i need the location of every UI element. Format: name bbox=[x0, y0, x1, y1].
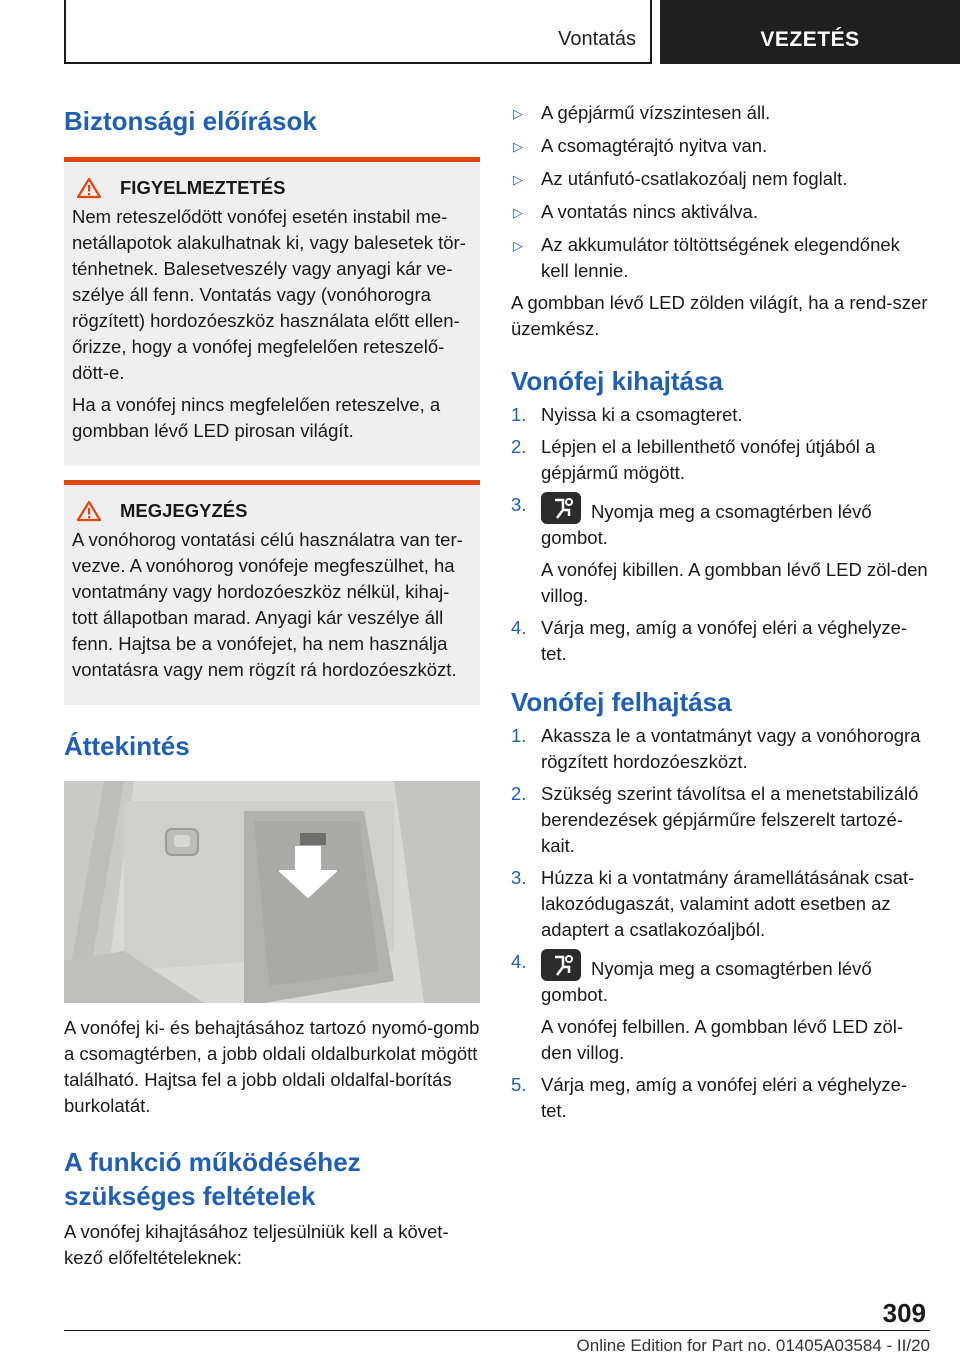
overview-title: Áttekintés bbox=[64, 731, 190, 761]
triangle-bullet-icon: ▷ bbox=[513, 139, 523, 154]
retract-steps bbox=[511, 723, 931, 1124]
warning-triangle-icon bbox=[74, 176, 104, 200]
page-number: 309 bbox=[882, 1298, 926, 1328]
header-bottom-rule bbox=[64, 62, 650, 64]
retract-title: Vonófej felhajtása bbox=[511, 687, 732, 717]
triangle-bullet-icon: ▷ bbox=[513, 238, 523, 253]
warning-led-text: Ha a vonófej nincs megfelelően reteszelve, a gombban lévő LED pirosan világít. bbox=[72, 394, 441, 441]
list-item: 4. Nyomja meg a csomagtérben lévő gombot. A vonófej felbillen. A gombban lévő LED zöl-den villog. bbox=[511, 951, 904, 1063]
left-column bbox=[64, 100, 480, 1271]
note-heading: MEGJEGYZÉS bbox=[120, 500, 248, 521]
list-item: 4. Várja meg, amíg a vonófej eléri a véghelyze-tet. bbox=[511, 617, 908, 664]
list-item: 1. Nyissa ki a csomagteret. bbox=[511, 404, 743, 425]
note-text: A vonóhorog vontatási célú használatra van ter-vezve. A vonóhorog vonófeje megfeszülhet, ha vontatmány vagy hordozóeszköz nélkül, kihaj-tott állapotban marad. Anyagi kár veszélye áll fenn. Hajtsa be a vonófejet, ha nem használja vontatásra vagy nem rögzít rá hordozóeszközt. bbox=[72, 529, 463, 680]
tow-hitch-button-icon bbox=[541, 492, 581, 524]
triangle-bullet-icon: ▷ bbox=[513, 205, 523, 220]
prerequisites-text: A vonófej kihajtásához teljesülniük kell a követ-kező előfeltételeknek: bbox=[64, 1221, 449, 1268]
note-heading-row bbox=[72, 499, 472, 523]
conditions-list bbox=[511, 100, 931, 284]
list-item: 2. Lépjen el a lebillenthető vonófej útjából a gépjármű mögött. bbox=[511, 436, 876, 483]
deploy-title: Vonófej kihajtása bbox=[511, 366, 723, 396]
warning-heading-row bbox=[72, 176, 472, 200]
list-item: 5. Várja meg, amíg a vonófej eléri a véghelyze-tet. bbox=[511, 1074, 908, 1121]
list-item: ▷ A csomagtérajtó nyitva van. bbox=[511, 133, 931, 160]
prerequisites-title: A funkció működéséhez szükséges feltételek bbox=[64, 1147, 361, 1211]
list-item: 1. Akassza le a vontatmányt vagy a vonóhorogra rögzített hordozóeszközt. bbox=[511, 725, 921, 772]
list-item: 3. Nyomja meg a csomagtérben lévő gombot. A vonófej kibillen. A gombban lévő LED zöl-den villog. bbox=[511, 494, 928, 606]
edition-footer: Online Edition for Part no. 01405A03584 - II/20 bbox=[576, 1336, 930, 1355]
header-left-rule bbox=[64, 0, 66, 64]
list-item: ▷ Az utánfutó-csatlakozóalj nem foglalt. bbox=[511, 166, 931, 193]
triangle-bullet-icon: ▷ bbox=[513, 172, 523, 187]
warning-text: Nem reteszelődött vonófej esetén instabil me-netállapotok alakulhatnak ki, vagy balesetek tör-ténhetnek. Balesetveszély vagy anyagi kár ve-szélye áll fenn. Vontatás vagy (vonóhorogra rögzített) hordozóeszköz használata előtt ellen-őrizze, hogy a vonófej megfelelően reteszelő-dött-e. bbox=[72, 206, 466, 383]
list-item: ▷ A gépjármű vízszintesen áll. bbox=[511, 100, 931, 127]
chapter-tab: VEZETÉS bbox=[660, 0, 960, 64]
deploy-steps bbox=[511, 402, 931, 667]
section-title: Vontatás bbox=[558, 28, 636, 50]
luggage-compartment-photo bbox=[64, 781, 480, 1003]
list-item: ▷ Az akkumulátor töltöttségének elegendőnek kell lennie. bbox=[511, 232, 931, 284]
led-status-text: A gombban lévő LED zölden világít, ha a rend-szer üzemkész. bbox=[511, 292, 928, 339]
right-column bbox=[511, 100, 931, 1130]
header-divider bbox=[650, 0, 660, 64]
caution-triangle-icon bbox=[74, 499, 104, 523]
safety-title: Biztonsági előírások bbox=[64, 106, 317, 136]
warning-box bbox=[64, 162, 480, 466]
overview-caption: A vonófej ki- és behajtásához tartozó nyomó-gomb a csomagtérben, a jobb oldali oldalburkolat mögött található. Hajtsa fel a jobb oldali oldalfal-borítás burkolatát. bbox=[64, 1017, 480, 1116]
warning-heading: FIGYELMEZTETÉS bbox=[120, 177, 286, 198]
list-item: 3. Húzza ki a vontatmány áramellátásának csat-lakozódugaszát, valamint adott esetben az adaptert a csatlakozóaljból. bbox=[511, 867, 915, 940]
note-box bbox=[64, 485, 480, 705]
list-item: ▷ A vontatás nincs aktiválva. bbox=[511, 199, 931, 226]
list-item: 2. Szükség szerint távolítsa el a menetstabilizáló berendezések gépjárműre felszerelt tartozé-kait. bbox=[511, 783, 919, 856]
tow-hitch-button-icon bbox=[541, 949, 581, 981]
footer-rule bbox=[64, 1330, 930, 1331]
triangle-bullet-icon: ▷ bbox=[513, 106, 523, 121]
